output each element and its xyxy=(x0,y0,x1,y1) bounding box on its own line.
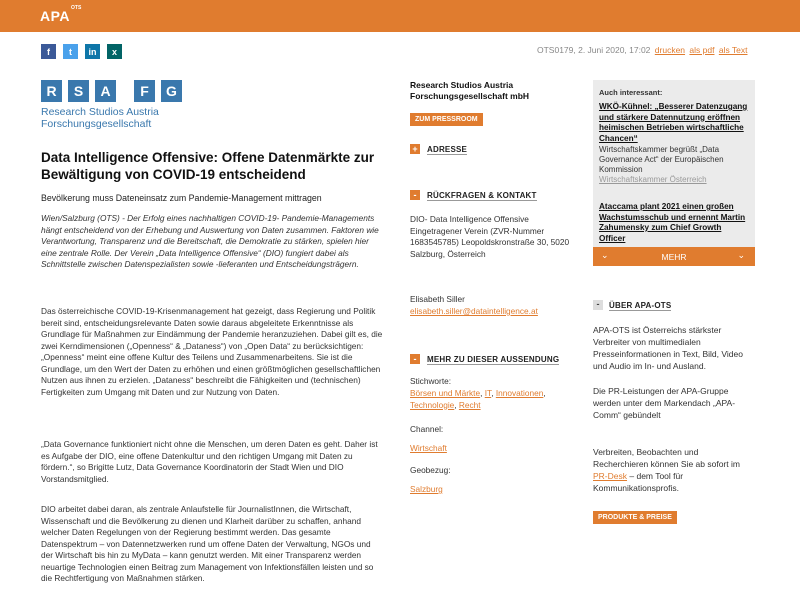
logo-name-line2: Forschungsgesellschaft xyxy=(41,118,152,130)
contact-email-link[interactable]: elisabeth.siller@dataintelligence.at xyxy=(410,306,538,316)
twitter-icon[interactable]: t xyxy=(63,44,78,59)
channel-label: Channel: xyxy=(410,424,444,434)
logo-letter: S xyxy=(68,80,89,102)
also-interesting-box xyxy=(593,80,755,266)
about-paragraph xyxy=(593,446,753,494)
xing-icon[interactable]: x xyxy=(107,44,122,59)
keyword-link[interactable]: Technologie xyxy=(410,399,455,410)
contact-name: Elisabeth Siller xyxy=(410,294,465,304)
logo-letter: A xyxy=(95,80,116,102)
article-paragraph: DIO arbeitet dabei daran, als zentrale Anlaufstelle für JournalistInnen, die Wirtschaft, Wissenschaft und die Bevölkerung zu dienen und Klarheit darüber zu schaffen, anhand welcher Daten Regelungen von der Regierung bestimmt werden. Das gesamte Datenspektrum – von Datennetzwerken rund um offene Daten der Verwaltung, NGOs und der Wirtschaft bis hin zu MyData – kann genutzt werden. Mit einer Transparenz werden neuartige Technologien einen Beitrag zum Management von Infektionsfällen leisten und so die Rechtfertigung von Maßnahmen stärken. xyxy=(41,504,374,583)
address-toggle[interactable] xyxy=(410,144,467,154)
logo-letter: F xyxy=(134,80,155,102)
article-paragraph: „Data Governance funktioniert nicht ohne die Menschen, um deren Daten es geht. Daher ist es Aufgabe der DIO, eine offene Datenkultur und den richtigen Umgang mit Daten zu fördern.“, so Brigitte Lutz, Data Governance Koordinatorin der Stadt Wien und DIO Vorstandsmitglied. xyxy=(41,439,378,484)
pr-desk-link[interactable]: PR-Desk xyxy=(593,471,628,481)
about-text: – dem Tool für Kommunikationsprofis. xyxy=(593,471,684,493)
keyword-link[interactable]: Recht xyxy=(458,399,481,410)
apa-ots-logo[interactable] xyxy=(40,5,82,24)
share-bar xyxy=(41,44,122,59)
logo-superscript: OTS xyxy=(71,5,82,12)
more-label: MEHR xyxy=(661,251,687,262)
keywords-list: Börsen und Märkte, IT, Innovationen, Technologie, Recht xyxy=(410,388,546,410)
keywords-label: Stichworte: xyxy=(410,376,452,386)
address-label: ADRESSE xyxy=(427,144,468,154)
channel-link[interactable]: Wirtschaft xyxy=(410,443,447,453)
keyword-link[interactable]: IT xyxy=(484,388,492,398)
contact-label: RÜCKFRAGEN & KONTAKT xyxy=(427,190,537,200)
keyword-link[interactable]: Börsen und Märkte xyxy=(410,388,481,398)
also-interesting-title: Auch interessant: xyxy=(599,88,663,97)
article-headline: Data Intelligence Offensive: Offene Datenmärkte zur Bewältigung von COVID-19 entscheidend xyxy=(41,150,375,182)
plus-icon: + xyxy=(410,144,420,154)
facebook-icon[interactable]: f xyxy=(41,44,56,59)
company-name: Research Studios Austria Forschungsgesellschaft mbH xyxy=(410,80,530,101)
logo-letter: G xyxy=(161,80,182,102)
more-button[interactable] xyxy=(593,247,755,266)
interest-item-desc: Wirtschaftskammer begrüßt „Data Governance Act“ der Europäischen Kommission xyxy=(599,145,724,174)
print-link[interactable]: drucken xyxy=(654,45,686,55)
contact-address: DIO- Data Intelligence Offensive Eingetragener Verein (ZVR-Nummer 1683545785) Leopoldskronstraße 30, 5020 Salzburg, Österreich xyxy=(410,214,570,259)
company-logo[interactable] xyxy=(41,80,182,130)
geo-label: Geobezug: xyxy=(410,465,451,475)
release-meta xyxy=(537,45,748,55)
logo-name-line1: Research Studios Austria xyxy=(41,106,159,118)
about-apa-label: ÜBER APA-OTS xyxy=(609,300,672,310)
about-paragraph: APA-OTS ist Österreichs stärkster Verbreiter von multimedialen Presseinformationen in Text, Bild, Video und Audio im In- und Ausland. xyxy=(593,325,743,371)
pressroom-button[interactable]: ZUM PRESSROOM xyxy=(410,113,483,126)
interest-item-title[interactable]: Ataccama plant 2021 einen großen Wachstumsschub und ernennt Martin Zahumensky zum Chief Growth Officer xyxy=(599,202,746,243)
interest-item[interactable] xyxy=(593,102,755,185)
minus-icon: - xyxy=(593,300,603,310)
chevron-down-icon: ⌄ xyxy=(737,250,745,260)
about-paragraph: Die PR-Leistungen der APA-Gruppe werden unter dem Markendach „APA-Comm“ gebündelt xyxy=(593,386,736,420)
more-about-toggle[interactable] xyxy=(410,354,559,364)
logo-letters xyxy=(41,80,182,102)
article-paragraph: Das österreichische COVID-19-Krisenmanagement hat gezeigt, dass Regierung und Politik bereit sind, entscheidungsrelevante Daten sowie daraus abgeleitete Erkenntnisse als Grundlage für Maßnahmen zur Eindämmung der Pandemie heranzuziehen. Dabei gilt es, die zwei Kerndimensionen („Openness“ & „Dataness“) von „Open Data“ zu berücksichtigen: „Openness“ meint eine offene Kultur des Teilens und Zusammenarbeitens. Sie ist die Grundlage, um den Wert der Daten zu erhöhen und einen größtmöglichen gesellschaftlichen Nutzen aus ihnen zu erzielen. „Dataness“ beschreibt die Fähigkeiten und (technischen) Fertigkeiten zum Umgang mit Daten und zur Nutzung von Daten. xyxy=(41,306,383,397)
logo-letter: R xyxy=(41,80,62,102)
minus-icon: - xyxy=(410,190,420,200)
contact-toggle[interactable] xyxy=(410,190,537,200)
pdf-link[interactable]: als pdf xyxy=(689,45,715,55)
article-subhead: Bevölkerung muss Dateneinsatz zum Pandemie-Management mittragen xyxy=(41,193,322,203)
about-text: Verbreiten, Beobachten und Recherchieren können Sie ab sofort im xyxy=(593,447,740,469)
top-bar xyxy=(0,0,800,32)
keyword-link[interactable]: Innovationen xyxy=(495,388,544,398)
ots-timestamp: OTS0179, 2. Juni 2020, 17:02 xyxy=(537,45,651,55)
sender-info xyxy=(410,80,575,102)
chevron-down-icon: ⌄ xyxy=(601,250,609,260)
more-about-label: MEHR ZU DIESER AUSSENDUNG xyxy=(427,354,560,364)
text-link[interactable]: als Text xyxy=(718,45,748,55)
about-apa-toggle[interactable] xyxy=(593,300,671,310)
interest-item[interactable] xyxy=(593,202,755,244)
geo-link[interactable]: Salzburg xyxy=(410,484,443,494)
products-prices-button[interactable]: PRODUKTE & PREISE xyxy=(593,511,677,524)
minus-icon: - xyxy=(410,354,420,364)
interest-item-title[interactable]: WKÖ-Kühnel: „Besserer Datenzugang und stärkere Datennutzung eröffnen heimischen Betrieben wirtschaftliche Chancen“ xyxy=(599,102,748,143)
article-lead: Wien/Salzburg (OTS) - Der Erfolg eines nachhaltigen COVID-19- Pandemie-Managements hängt entscheidend von der Erhebung und Auswertung von Daten zusammen. Faktoren wie Verantwortung, Transparenz und die Bereitschaft, die Demokratie zu stärken, spielen hier eine zentrale Rolle. Der Verein „Data Intelligence Offensive“ (DIO) fungiert dabei als Schnittstelle zwischen Datenspezialisten sowie -lieferanten und Entscheidungsträgern. xyxy=(41,213,379,269)
interest-item-source[interactable]: Wirtschaftskammer Österreich xyxy=(599,175,707,184)
linkedin-icon[interactable]: in xyxy=(85,44,100,59)
logo-text: APA xyxy=(40,8,71,24)
